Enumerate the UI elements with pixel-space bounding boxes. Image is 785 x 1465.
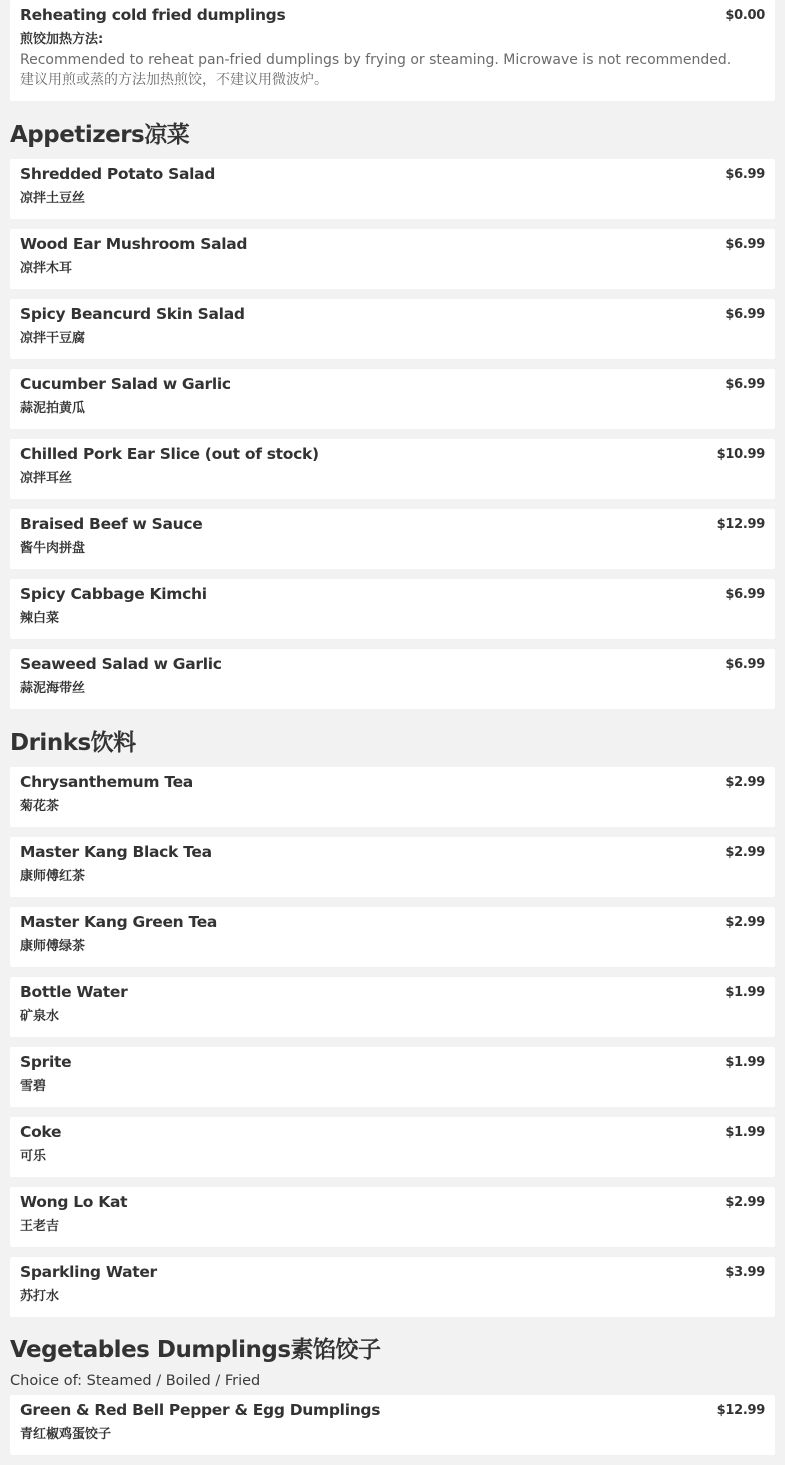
menu-item[interactable] (10, 1187, 775, 1247)
item-chinese-name: 青红椒鸡蛋饺子 (20, 1427, 112, 1442)
menu-item[interactable] (10, 977, 775, 1037)
item-chinese-name: 可乐 (20, 1149, 47, 1164)
item-name: Spicy Beancurd Skin Salad (20, 305, 245, 323)
item-description-en: Recommended to reheat pan-fried dumplings by frying or steaming. Microwave is not recommended. (20, 52, 732, 68)
item-price: $12.99 (716, 1403, 765, 1418)
item-name: Chilled Pork Ear Slice (out of stock) (20, 445, 319, 463)
menu-item[interactable] (10, 299, 775, 359)
menu-item[interactable] (10, 369, 775, 429)
item-price: $1.99 (725, 985, 765, 1000)
item-price: $3.99 (725, 1265, 765, 1280)
item-name: Wood Ear Mushroom Salad (20, 235, 248, 253)
item-name: Shredded Potato Salad (20, 165, 216, 183)
item-price: $2.99 (725, 915, 765, 930)
item-description-cn: 建议用煎或蒸的方法加热煎饺，不建议用微波炉。 (20, 71, 328, 88)
item-chinese-name: 康师傅绿茶 (20, 939, 86, 954)
menu-item-reheating[interactable] (10, 0, 775, 101)
item-name: Spicy Cabbage Kimchi (20, 585, 207, 603)
item-name: Bottle Water (20, 983, 128, 1001)
item-name: Chrysanthemum Tea (20, 773, 193, 791)
item-price: $6.99 (725, 237, 765, 252)
item-chinese-name: 凉拌干豆腐 (20, 331, 86, 346)
item-chinese-name: 酱牛肉拼盘 (20, 541, 86, 556)
item-name: Seaweed Salad w Garlic (20, 655, 222, 673)
item-price: $6.99 (725, 167, 765, 182)
item-chinese-name: 苏打水 (20, 1289, 60, 1304)
item-price: $6.99 (725, 657, 765, 672)
section-title-vegetable-dumplings: Vegetables Dumplings素馅饺子 (10, 1337, 381, 1363)
item-chinese-name: 凉拌土豆丝 (20, 191, 86, 206)
menu-item[interactable] (10, 159, 775, 219)
item-chinese-name: 蒜泥拍黄瓜 (20, 401, 86, 416)
item-chinese-name: 蒜泥海带丝 (20, 681, 86, 696)
menu-item[interactable] (10, 229, 775, 289)
item-price: $6.99 (725, 587, 765, 602)
item-chinese-name: 雪碧 (20, 1079, 47, 1094)
item-description (20, 51, 760, 90)
menu-item[interactable] (10, 837, 775, 897)
item-price: $12.99 (716, 517, 765, 532)
item-chinese-name: 王老吉 (20, 1219, 60, 1234)
menu-item[interactable] (10, 907, 775, 967)
section-title-appetizers: Appetizers凉菜 (10, 122, 190, 148)
item-name: Sprite (20, 1053, 72, 1071)
menu-list (10, 0, 775, 1465)
item-price: $6.99 (725, 307, 765, 322)
menu-item[interactable] (10, 1117, 775, 1177)
item-price: $6.99 (725, 377, 765, 392)
item-name: Master Kang Green Tea (20, 913, 218, 931)
item-price: $1.99 (725, 1055, 765, 1070)
item-price: $2.99 (725, 845, 765, 860)
item-chinese-name: 凉拌木耳 (20, 261, 73, 276)
menu-item[interactable] (10, 579, 775, 639)
item-price: $0.00 (725, 8, 765, 23)
item-chinese-name: 辣白菜 (20, 611, 60, 626)
item-chinese-name: 凉拌耳丝 (20, 471, 73, 486)
menu-item[interactable] (10, 1257, 775, 1317)
item-name: Reheating cold fried dumplings (20, 6, 286, 24)
item-name: Cucumber Salad w Garlic (20, 375, 231, 393)
item-price: $1.99 (725, 1125, 765, 1140)
menu-item[interactable] (10, 767, 775, 827)
item-name: Green & Red Bell Pepper & Egg Dumplings (20, 1401, 381, 1419)
section-title-drinks: Drinks饮料 (10, 730, 136, 756)
item-name: Wong Lo Kat (20, 1193, 128, 1211)
menu-item[interactable] (10, 509, 775, 569)
section-subtitle: Choice of: Steamed / Boiled / Fried (10, 1373, 261, 1389)
item-chinese-name: 煎饺加热方法: (20, 32, 104, 47)
menu-item[interactable] (10, 1395, 775, 1455)
item-chinese-name: 康师傅红茶 (20, 869, 86, 884)
item-price: $2.99 (725, 1195, 765, 1210)
item-chinese-name: 矿泉水 (20, 1009, 60, 1024)
item-name: Master Kang Black Tea (20, 843, 212, 861)
item-price: $10.99 (716, 447, 765, 462)
menu-item[interactable] (10, 1047, 775, 1107)
item-price: $2.99 (725, 775, 765, 790)
item-name: Coke (20, 1123, 62, 1141)
menu-item[interactable] (10, 439, 775, 499)
item-chinese-name: 菊花茶 (20, 799, 60, 814)
item-name: Sparkling Water (20, 1263, 157, 1281)
item-name: Braised Beef w Sauce (20, 515, 203, 533)
menu-item[interactable] (10, 649, 775, 709)
